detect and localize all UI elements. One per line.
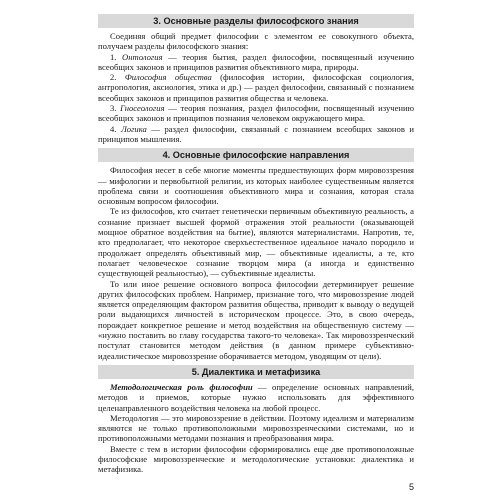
paragraph: Методологическая роль философии — определение основных направлений, методов и приемов, которые нужно использовать для эффективного целенаправленного воздействия человека на любой процесс. <box>98 381 414 413</box>
section-body <box>98 165 414 361</box>
paragraph: 1. Онтология — теория бытия, раздел философии, посвященный изучению всеобщих законов и принципов развития объективного мира, природы. <box>98 51 414 72</box>
section-body <box>98 31 414 144</box>
paragraph: 4. Логика — раздел философии, связанный с познанием всеобщих законов и принципов мышления. <box>98 123 414 144</box>
paragraph: Соединяя общий предмет философии с элементом ее совокупного объекта, получаем разделы философского знания: <box>98 31 414 52</box>
emphasis: Онтология <box>122 51 163 62</box>
emphasis: Методологическая роль философии <box>110 381 253 392</box>
section-heading: 3. Основные разделы философского знания <box>98 14 414 28</box>
emphasis: Философия общества <box>124 72 212 83</box>
paragraph: Те из философов, кто считает генетически первичным объективную реальность, а сознание признает высшей формой отражения этой реальности (оказывающей мощное обратное воздействия на бытие), являются материалистами. Напротив, те, кто предполагает, что некоторое сверхъестественное идеальное начало породило и продолжает определять объективный мир, — объективные идеалисты, а те, кто полагает человеческое сознание творцом мира (а иногда и единственно существующей реальностью), — субъективные идеалисты. <box>98 206 414 279</box>
section-body <box>98 382 414 475</box>
paragraph: Методология — это мировоззрение в действии. Поэтому идеализм и материализм являются не только противоположными мировоззренческими системами, но и противоположными методами познания и преобразования мира. <box>98 412 414 444</box>
paragraph: Философия несет в себе многие моменты предшествующих форм мировоззрения — мифологии и первобытной религии, из которых наиболее существенным является проблема связи и соотношения объективного мира и сознания, которая стала основным вопросом философии. <box>98 165 414 207</box>
paragraph: То или иное решение основного вопроса философии детерминирует решение других философских проблем. Например, признание того, что мировоззрение людей является определяющим фактором развития общества, приводит к выводу о ведущей роли выдающихся личностей в историческом процессе. Это, в свою очередь, порождает конкретное решение и метод воздействия на общественную систему — «нужно поставить во главу государства такого-то человека». Так мировоззренческий постулат становится методом действия (в данном примере субъективно-идеалистическое мировоззрение оборачивается методом, уводящим от цели). <box>98 278 414 361</box>
paragraph: Вместе с тем в истории философии сформировались еще две противоположные философские мировоззренческие и методологические установки: диалектика и метафизика. <box>98 443 414 475</box>
section-heading: 4. Основные философские направления <box>98 148 414 162</box>
section-heading: 5. Диалектика и метафизика <box>98 365 414 379</box>
emphasis: Логика <box>120 123 147 134</box>
page-number: 5 <box>408 481 414 492</box>
paragraph: 2. Философия общества (философия истории, философская социология, антропология, аксиология, этика и др.) — раздел философии, связанный с познанием всеобщих законов и принципов развития общества и человека. <box>98 72 414 103</box>
paragraph: 3. Гносеология — теория познания, раздел философии, посвященный изучению всеобщих законов и принципов познания человеком окружающего мира. <box>98 103 415 124</box>
emphasis: Гносеология <box>120 103 165 114</box>
